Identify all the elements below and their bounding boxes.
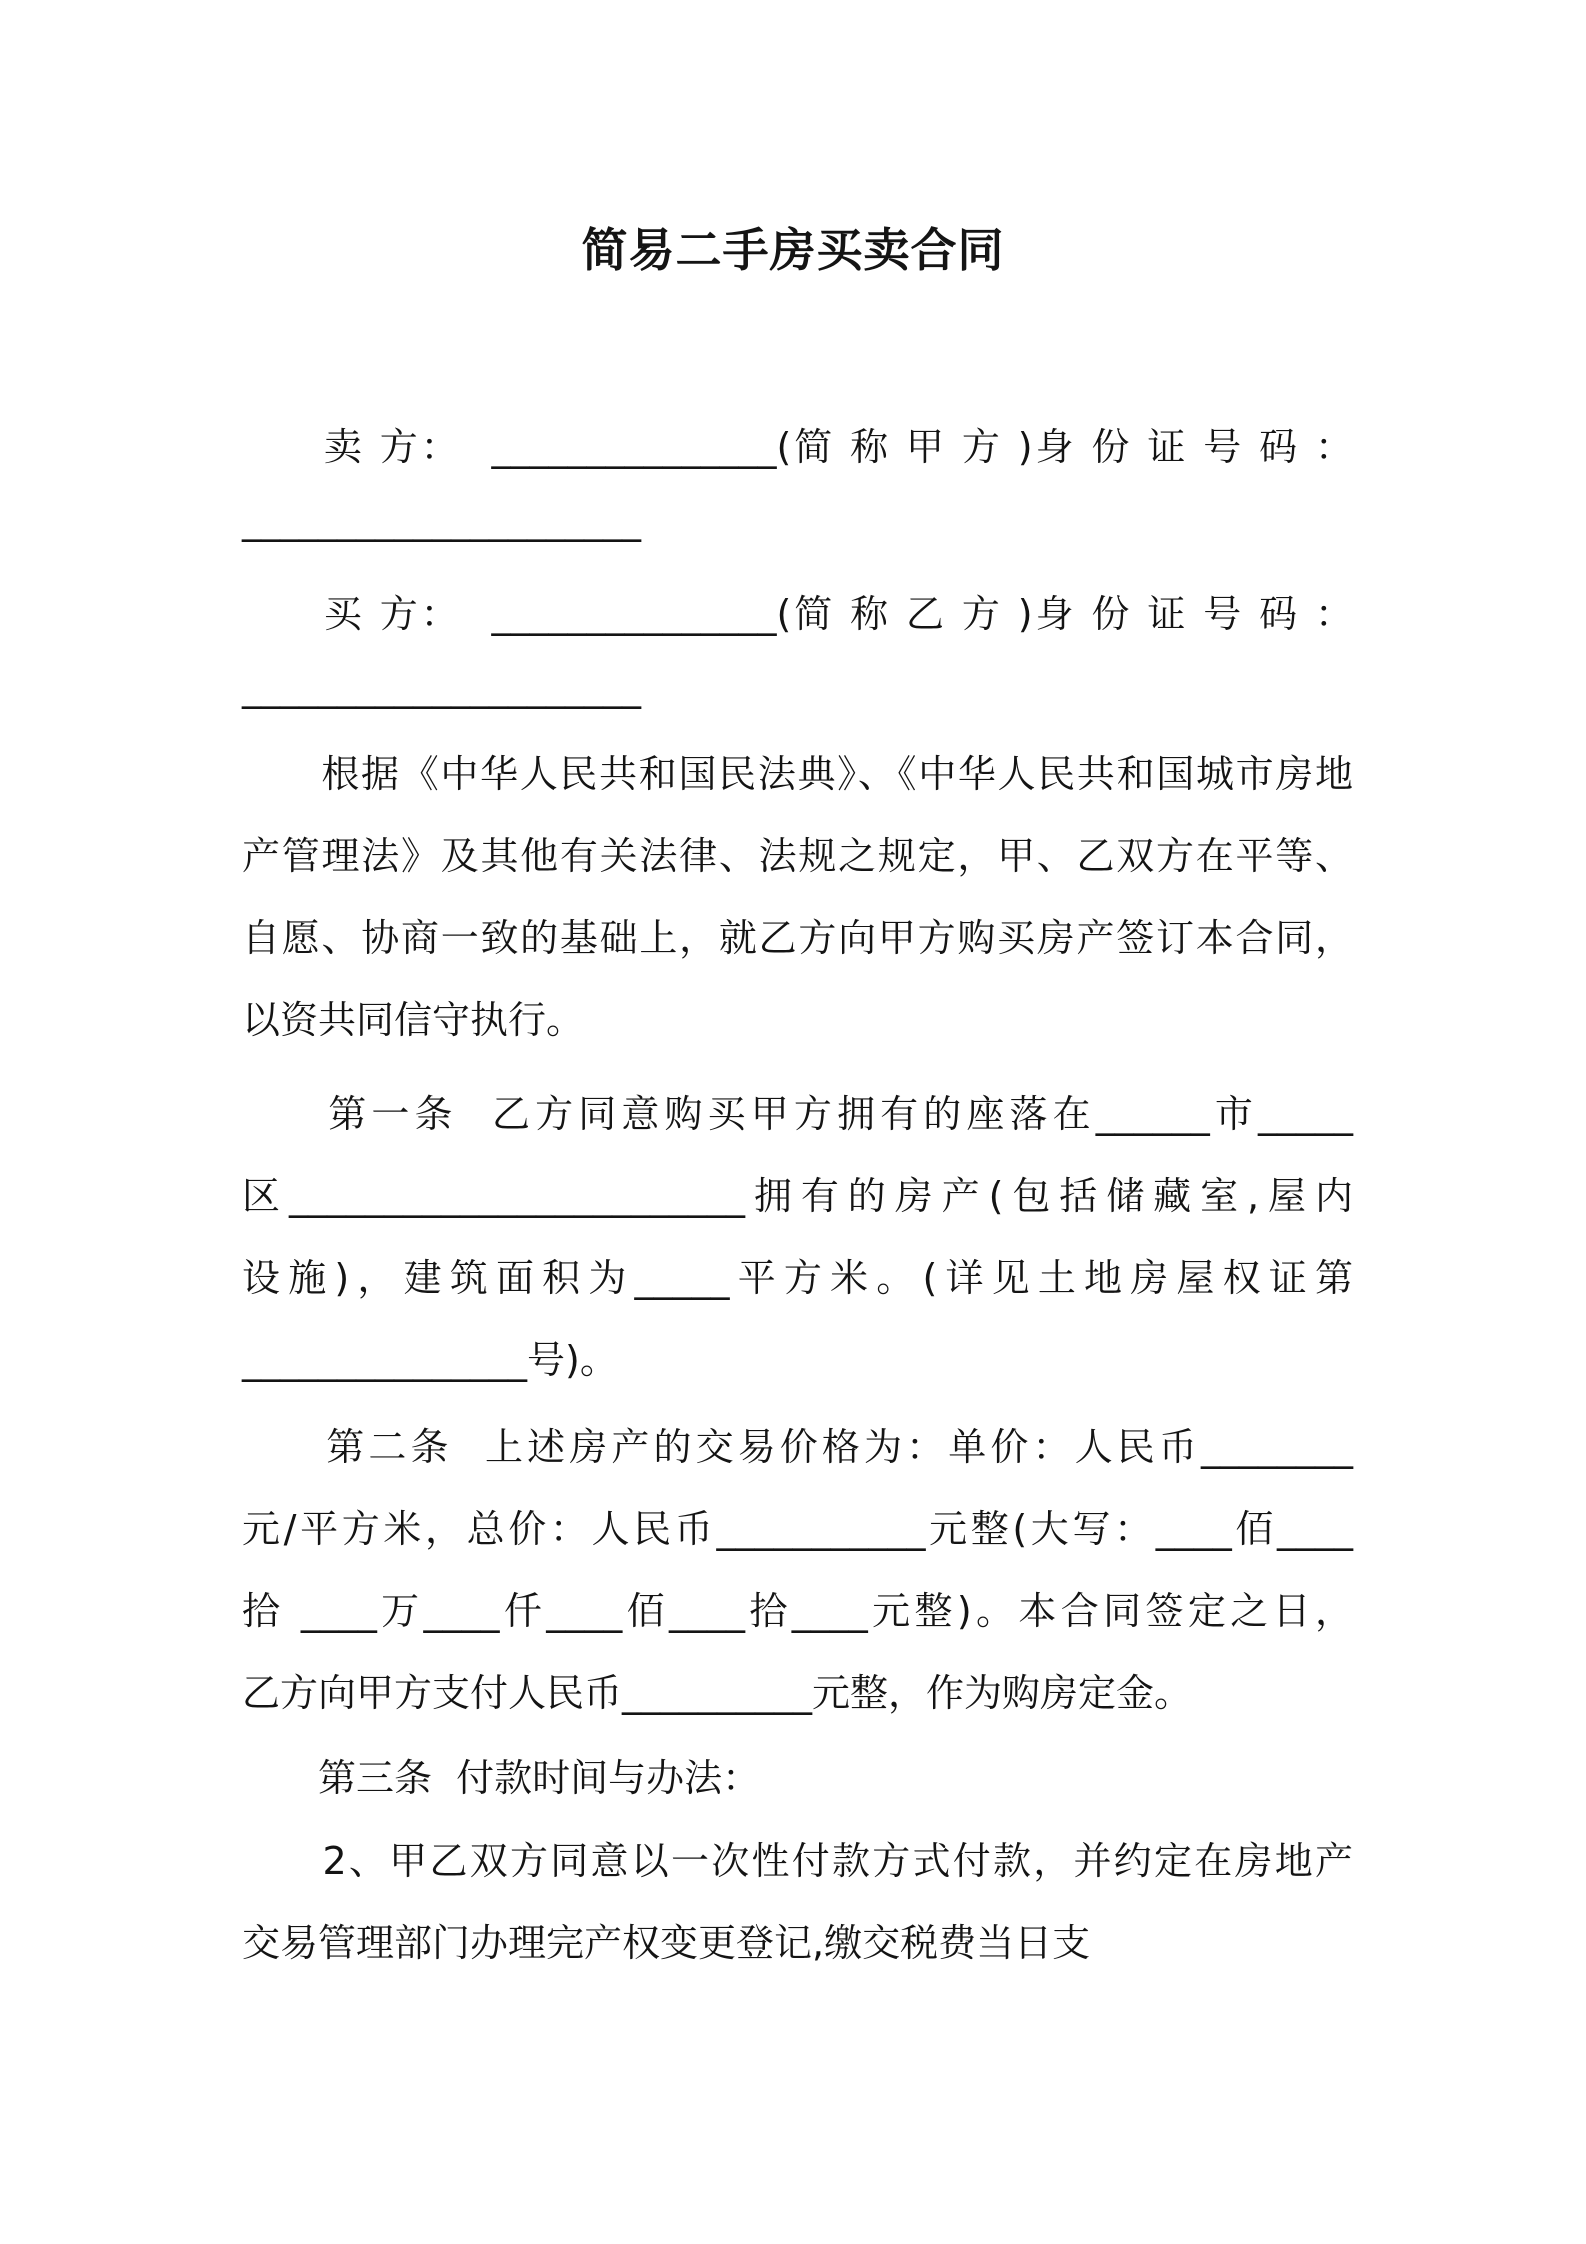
preamble-line: 以资共同信守执行。 xyxy=(242,998,585,1042)
preamble-line: 自愿、协商一致的基础上，就乙方向甲方购买房产签订本合同， xyxy=(242,916,1353,960)
article-2-line: 拾 ____万____仟____佰____拾____元整)。本合同签定之日， xyxy=(242,1589,1353,1633)
article-3-line: 第三条 付款时间与办法： xyxy=(242,1756,761,1800)
buyer-line: 买 方： _______________(简 称 乙 方 )身 份 证 号 码 ： xyxy=(242,592,1353,636)
article-1-paragraph xyxy=(242,1073,1353,1401)
article-2-line: 乙方向甲方支付人民币__________元整，作为购房定金。 xyxy=(242,1671,1193,1715)
preamble-line: 根据《中华人民共和国民法典》、《中华人民共和国城市房地 xyxy=(242,752,1353,796)
seller-id-blank: _____________________ xyxy=(242,498,641,542)
document-title: 简易二手房买卖合同 xyxy=(581,223,1005,277)
article-2-line: 第二条 上述房产的交易价格为：单价：人民币________ xyxy=(242,1425,1353,1469)
clause-2-line: 交易管理部门办理完产权变更登记,缴交税费当日支 xyxy=(242,1921,1091,1965)
article-1-line: 区________________________拥有的房产(包括储藏室,屋内 xyxy=(242,1174,1353,1218)
clause-2-paragraph xyxy=(242,1820,1353,1984)
article-2-line: 元/平方米，总价：人民币___________元整(大写：____佰____ xyxy=(242,1507,1353,1551)
preamble-line: 产管理法》及其他有关法律、法规之规定，甲、乙双方在平等、 xyxy=(242,834,1353,878)
seller-line: 卖 方： _______________(简 称 甲 方 )身 份 证 号 码 ： xyxy=(242,425,1353,469)
article-3-heading xyxy=(242,1737,1353,1819)
buyer-id-blank: _____________________ xyxy=(242,665,641,709)
preamble-paragraph xyxy=(242,733,1353,1061)
article-1-line: _______________号)。 xyxy=(242,1338,618,1382)
article-1-line: 第一条 乙方同意购买甲方拥有的座落在______市_____ xyxy=(242,1092,1353,1136)
clause-2-line: 2、甲乙双方同意以一次性付款方式付款，并约定在房地产 xyxy=(242,1839,1353,1883)
article-2-paragraph xyxy=(242,1406,1353,1734)
article-1-line: 设施)，建筑面积为_____平方米。(详见土地房屋权证第 xyxy=(242,1256,1353,1300)
